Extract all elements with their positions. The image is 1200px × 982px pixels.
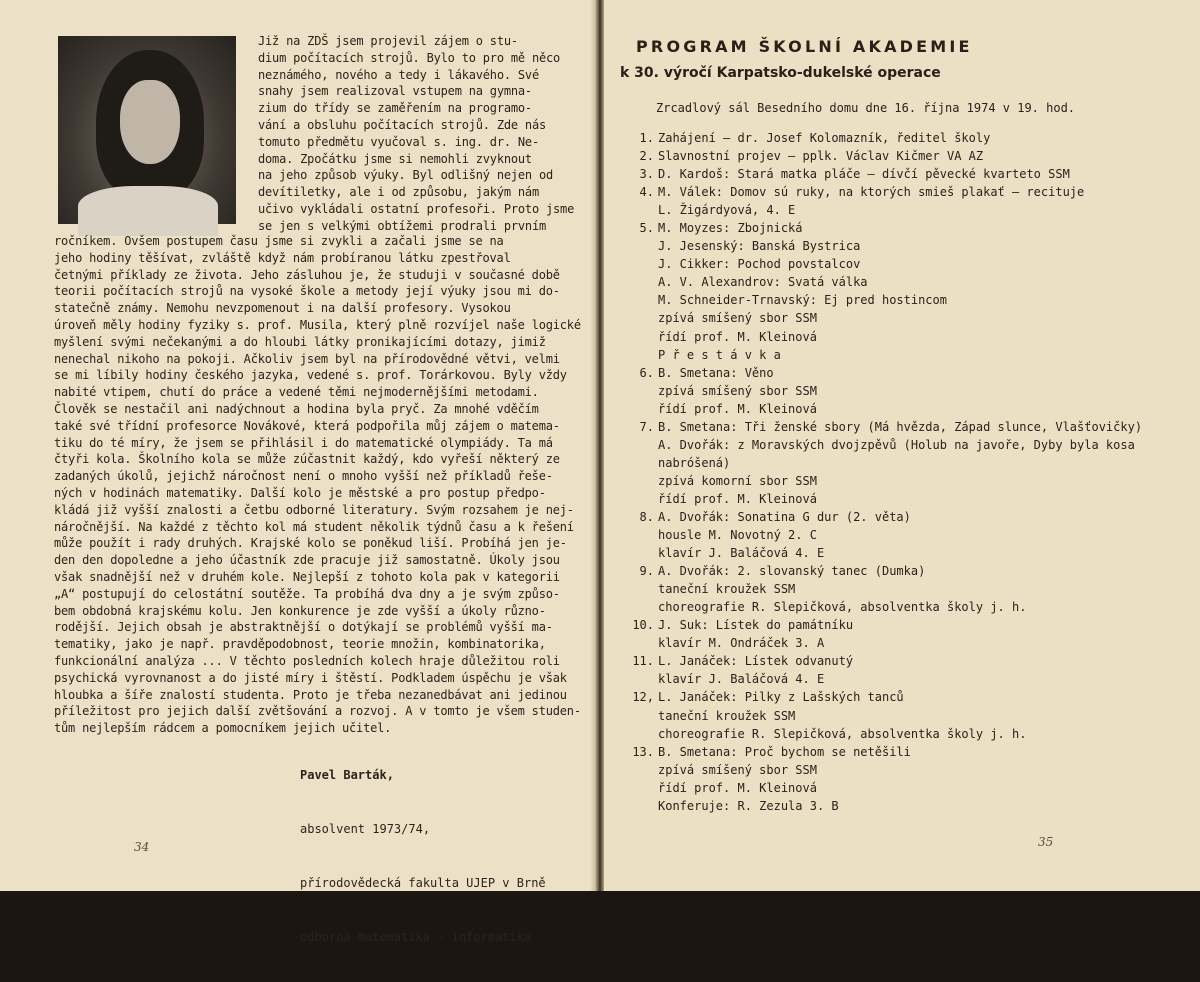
program-item-line: A. Dvořák: 2. slovanský tanec (Dumka) bbox=[658, 564, 926, 579]
intro-paragraph: Již na ZDŠ jsem projevil zájem o stu- dium počítacích strojů. Bylo to pro mě něco neznámého, nového a tedy i lákavého. Své snahy jsem realizoval vstupem na gymna- zium do třídy se zaměřením na programo- vání a obsluhu počítacích strojů. Zde nás tomuto předmětu vyučoval s. ing. dr. Ne- doma. Zpočátku jsme si nemohli zvyknout na jeho způsob výuky. Byl odlišný nejen od devítiletky, ale i od způsobu, jakým nám učivo vykládali ostatní profesoři. Proto jsme se jen s velkými obtížemi prodrali prvním bbox=[258, 34, 575, 233]
right-page bbox=[604, 0, 1200, 891]
program-item-line: M. Schneider-Trnavský: Ej pred hostincom bbox=[658, 293, 947, 308]
program-item-line: B. Smetana: Věno bbox=[658, 365, 774, 380]
program-item-line: B. Smetana: Tři ženské sbory (Má hvězda, Západ slunce, Vlašťovičky) bbox=[658, 419, 1143, 434]
program-item-line: řídí prof. M. Kleinová bbox=[658, 329, 817, 344]
author-class: absolvent 1973/74, bbox=[300, 822, 431, 836]
page-number-left: 34 bbox=[134, 840, 150, 854]
program-item-number: 13. bbox=[632, 744, 654, 759]
program-item-number: 6. bbox=[639, 365, 654, 380]
program-item-line: Zahájení — dr. Josef Kolomazník, ředitel školy bbox=[658, 131, 991, 145]
program-item-line: P ř e s t á v k a bbox=[658, 347, 781, 362]
portrait-collar bbox=[78, 186, 218, 236]
program-item-number: 12, bbox=[632, 690, 654, 705]
program-item-line: Slavnostní projev — pplk. Václav Kičmer VA AZ bbox=[658, 149, 984, 164]
left-page bbox=[0, 0, 596, 944]
program-item bbox=[632, 364, 1142, 418]
program-item-number: 7. bbox=[639, 419, 654, 434]
program-item-number: 3. bbox=[639, 167, 654, 182]
program-item bbox=[632, 219, 1142, 363]
program-item-number: 4. bbox=[639, 185, 654, 200]
page-number-right: 35 bbox=[1038, 835, 1054, 849]
program-item-number: 9. bbox=[639, 564, 654, 579]
program-item-line: D. Kardoš: Stará matka pláče — dívčí pěvecké kvarteto SSM bbox=[658, 167, 1070, 182]
program-item-line: taneční kroužek SSM bbox=[658, 708, 796, 723]
program-item-line: A. Dvořák: z Moravských dvojzpěvů (Holub na javoře, Dyby byla kosa bbox=[658, 437, 1135, 452]
author-field: odborná matematika - informatika bbox=[300, 930, 532, 944]
program-item bbox=[632, 418, 1142, 508]
venue-line: Zrcadlový sál Besedního domu dne 16. října 1974 v 19. hod. bbox=[656, 101, 1076, 115]
program-item-number: 5. bbox=[639, 221, 654, 236]
program-item-line: řídí prof. M. Kleinová bbox=[658, 780, 817, 795]
author-signature bbox=[300, 730, 546, 982]
program-item-line: L. Žigárdyová, 4. E bbox=[658, 203, 796, 218]
program-list bbox=[632, 129, 1142, 815]
program-item-line: taneční kroužek SSM bbox=[658, 582, 796, 597]
program-item bbox=[632, 743, 1142, 815]
program-item bbox=[632, 183, 1142, 219]
program-item-line: klavír J. Baláčová 4. E bbox=[658, 672, 825, 687]
portrait-photo bbox=[58, 36, 236, 224]
program-subtitle: k 30. výročí Karpatsko-dukelské operace bbox=[620, 65, 941, 81]
program-item-line: řídí prof. M. Kleinová bbox=[658, 491, 817, 506]
program-item-line: J. Cikker: Pochod povstalcov bbox=[658, 257, 861, 272]
program-item-line: nabróšená) bbox=[658, 455, 731, 470]
program-item-line: zpívá smíšený sbor SSM bbox=[658, 762, 817, 777]
program-item-line: L. Janáček: Pilky z Lašských tanců bbox=[658, 690, 904, 705]
program-item-line: klavír J. Baláčová 4. E bbox=[658, 546, 825, 561]
program-item-line: J. Suk: Lístek do památníku bbox=[658, 618, 854, 633]
program-item-line: housle M. Novotný 2. C bbox=[658, 528, 817, 543]
program-item bbox=[632, 616, 1142, 652]
program-item-line: klavír M. Ondráček 3. A bbox=[658, 636, 825, 651]
program-item-line: J. Jesenský: Banská Bystrica bbox=[658, 239, 861, 254]
program-item-line: zpívá smíšený sbor SSM bbox=[658, 311, 817, 326]
program-item-line: A. V. Alexandrov: Svatá válka bbox=[658, 275, 868, 290]
program-item bbox=[632, 129, 1142, 147]
author-name: Pavel Barták, bbox=[300, 768, 394, 782]
program-item-line: řídí prof. M. Kleinová bbox=[658, 401, 817, 416]
program-item-number: 1. bbox=[639, 131, 654, 145]
program-item-line: choreografie R. Slepičková, absolventka školy j. h. bbox=[658, 726, 1027, 741]
program-title: PROGRAM ŠKOLNÍ AKADEMIE bbox=[636, 37, 973, 56]
author-faculty: přírodovědecká fakulta UJEP v Brně bbox=[300, 876, 546, 890]
program-item-number: 8. bbox=[639, 509, 654, 524]
main-paragraph: ročníkem. Ovšem postupem času jsme si zvykli a začali jsme se na jeho hodiny těšívat, zvláště když nám probíranou látku zpestřoval četnými příklady ze života. Jeho zásluhou je, že studuji v současné době teorii počítacích strojů na vysoké škole a metody její výuky jsou mi do- statečně známy. Nemohu nevzpomenout i na další profesory. Vysokou úroveň měly hodiny fyziky s. prof. Musila, který plně rozvíjel naše logické myšlení svými nečekanými a do hloubi látky pronikajícími dotazy, jimiž nenechal nikoho na pokoji. Ačkoliv jsem byl na přírodovědné větvi, velmi se mi líbily hodiny českého jazyka, vedené s. prof. Torárkovou. Byly vždy nabité vtipem, chutí do práce a vedené těmi nejmodernějšími metodami. Člověk se nestačil ani nadýchnout a hodina byla pryč. Za mnohé vděčím také své třídní profesorce Novákové, která podpořila můj zájem o matema- tiku do té míry, že jsem se přihlásil i do matematické olympiády. Ta má čtyři kola. Školního kola se může zúčastnit každý, kdo vyřeší některý ze zadaných úkolů, jejichž náročnost není o mnoho vyšší než příkladů řeše- ných v hodinách matematiky. Další kolo je městské a pro postup předpo- kládá již vyšší znalosti a četbu odborné literatury. Svým rozsahem je nej- náročnější. Na každé z těchto kol má student několik týdnů času a k řešení může použít i rady druhých. Krajské kolo se poněkud liší. Probíhá jen je- den den dopoledne a jeho účastník zde pracuje již samostatně. Úkoly jsou však snadnější než v druhém kole. Nejlepší z tohoto kola pak v kategorii „A“ postupují do celostátní soutěže. Ta probíhá dva dny a je svým způso- bem obdobná krajskému kolu. Jen konkurence je zde vyšší a úkoly různo- rodější. Jejich obsah je abstraktnější o dotýkají se problémů vyšší ma- tematiky, jako je např. pravděpodobnost, teorie množin, kombinatorika, funkcionální analýza ... V těchto posledních kolech hraje důležitou roli psychická vyrovnanost a do jisté míry i štěstí. Podkladem úspěchu je však hloubka a šíře znalostí studenta. Proto je třeba nezanedbávat ani jedinou příležitost pro jejich další zvětšování a rozvoj. A v tomto je všem studen- tům nejlepším rádcem a pomocníkem jejich učitel. bbox=[54, 234, 581, 736]
program-item bbox=[632, 562, 1142, 616]
program-item-line: Konferuje: R. Zezula 3. B bbox=[658, 798, 839, 813]
program-item-line: A. Dvořák: Sonatina G dur (2. věta) bbox=[658, 509, 911, 524]
program-item-line: M. Válek: Domov sú ruky, na ktorých smieš plakať — recituje bbox=[658, 185, 1085, 200]
program-item-number: 2. bbox=[639, 149, 654, 164]
program-item-line: M. Moyzes: Zbojnická bbox=[658, 221, 803, 236]
program-item-line: zpívá smíšený sbor SSM bbox=[658, 383, 817, 398]
portrait-face bbox=[120, 80, 180, 164]
program-item bbox=[632, 688, 1142, 742]
program-item-line: zpívá komorní sbor SSM bbox=[658, 473, 817, 488]
program-item-number: 10. bbox=[632, 618, 654, 633]
program-item bbox=[632, 165, 1142, 183]
program-item bbox=[632, 508, 1142, 562]
program-item-number: 11. bbox=[632, 654, 654, 669]
program-item-line: B. Smetana: Proč bychom se netěšili bbox=[658, 744, 911, 759]
program-item bbox=[632, 147, 1142, 165]
program-item-line: choreografie R. Slepičková, absolventka školy j. h. bbox=[658, 600, 1027, 615]
program-item bbox=[632, 652, 1142, 688]
program-item-line: L. Janáček: Lístek odvanutý bbox=[658, 654, 854, 669]
